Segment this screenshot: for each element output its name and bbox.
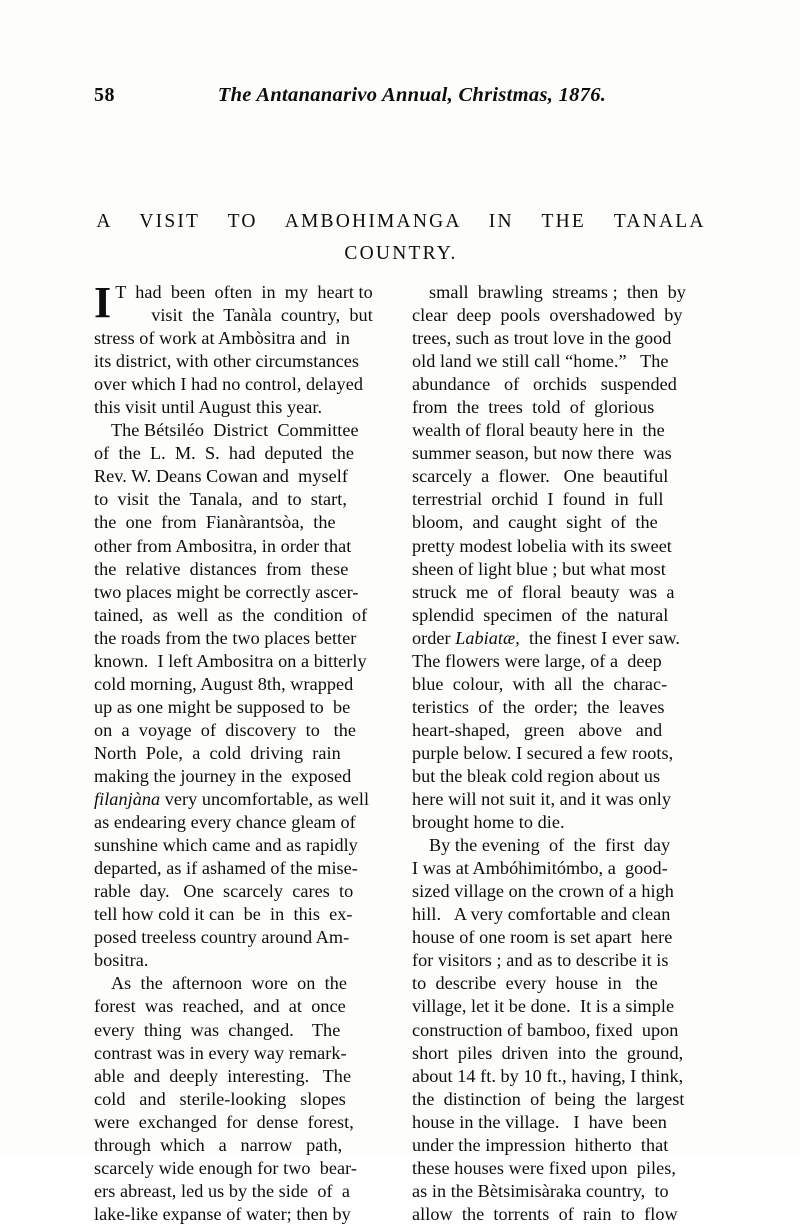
text-line: the relative distances from these: [94, 558, 349, 579]
text-line: for visitors ; and as to describe it is: [412, 950, 669, 971]
forest-paragraph: [94, 972, 390, 1226]
text-line: As the afternoon wore on the: [111, 973, 348, 994]
text-line: on a voyage of discovery to the: [94, 719, 357, 740]
text-line: departed, as if ashamed of the mise-: [94, 858, 358, 879]
text-line: to visit the Tanala, and to start,: [94, 489, 347, 510]
text-line: the roads from the two places better: [94, 627, 357, 648]
article-title-line-1: A VISIT TO AMBOHIMANGA IN THE TANALA: [96, 211, 706, 232]
text-line: By the evening of the first day: [429, 835, 671, 856]
text-line: Rev. W. Deans Cowan and myself: [94, 466, 348, 487]
text-line: through which a narrow path,: [94, 1134, 343, 1155]
text-line: old land we still call “home.” The: [412, 351, 669, 372]
text-line: struck me of floral beauty was a: [412, 581, 675, 602]
text-line: known. I left Ambositra on a bitterly: [94, 650, 367, 671]
text-line: summer season, but now there was: [412, 443, 672, 464]
text-line: rable day. One scarcely cares to: [94, 881, 354, 902]
text-line: teristics of the order; the leaves: [412, 696, 665, 717]
text-line: able and deeply interesting. The: [94, 1065, 352, 1086]
text-line: stress of work at Ambòsitra and in: [94, 328, 350, 349]
text-line: blue colour, with all the charac-: [412, 673, 668, 694]
text-line: sheen of light blue ; but what most: [412, 558, 666, 579]
text-line: posed treeless country around Am-: [94, 927, 350, 948]
text-line: The Bétsiléo District Committee: [111, 420, 359, 441]
text-line: to describe every house in the: [412, 973, 658, 994]
text-line: under the impression hitherto that: [412, 1134, 669, 1155]
article-title-line-2: COUNTRY.: [344, 243, 458, 264]
text-line: from the trees told of glorious: [412, 397, 655, 418]
text-line: purple below. I secured a few roots,: [412, 742, 674, 763]
text-line: every thing was changed. The: [94, 1019, 341, 1040]
drop-cap-initial: I: [94, 278, 112, 327]
text-line: forest was reached, and at once: [94, 996, 346, 1017]
text-line: small brawling streams ; then by: [429, 282, 686, 302]
left-text-column: [94, 278, 390, 1226]
text-line: bloom, and caught sight of the: [412, 512, 658, 533]
text-line: allow the torrents of rain to flow: [412, 1203, 678, 1224]
article-title: [94, 206, 708, 270]
text-line: brought home to die.: [412, 812, 565, 833]
text-line: lake-like expanse of water; then by: [94, 1203, 351, 1224]
text-line: hill. A very comfortable and clean: [412, 904, 671, 925]
text-line: cold and sterile-looking slopes: [94, 1088, 346, 1109]
text-line: the distinction of being the largest: [412, 1088, 685, 1109]
text-line: filanjàna very uncomfortable, as well: [94, 789, 370, 810]
orchid-paragraph: [412, 281, 708, 834]
text-line: North Pole, a cold driving rain: [94, 742, 341, 763]
text-line: sized village on the crown of a high: [412, 881, 674, 902]
text-line: cold morning, August 8th, wrapped: [94, 673, 354, 694]
text-line: house of one room is set apart here: [412, 927, 673, 948]
text-line: but the bleak cold region about us: [412, 765, 661, 786]
text-line: terrestrial orchid I found in full: [412, 489, 664, 510]
text-line: over which I had no control, delayed: [94, 374, 363, 395]
text-line: these houses were fixed upon piles,: [412, 1157, 676, 1178]
text-line: other from Ambositra, in order that: [94, 535, 352, 556]
running-head: [94, 84, 708, 110]
running-head-title: The Antananarivo Annual, Christmas, 1876.: [217, 84, 607, 106]
text-line: The flowers were large, of a deep: [412, 650, 662, 671]
text-line: trees, such as trout love in the good: [412, 328, 672, 349]
text-line: short piles driven into the ground,: [412, 1042, 684, 1063]
text-line: as in the Bètsimisàraka country, to: [412, 1180, 669, 1201]
text-line: ers abreast, led us by the side of a: [94, 1180, 350, 1201]
text-line: were exchanged for dense forest,: [94, 1111, 354, 1132]
text-line: here will not suit it, and it was only: [412, 789, 672, 810]
text-line: splendid specimen of the natural: [412, 604, 669, 625]
text-line: of the L. M. S. had deputed the: [94, 443, 355, 464]
text-line: sunshine which came and as rapidly: [94, 835, 358, 856]
text-line: two places might be correctly ascer-: [94, 581, 359, 602]
text-line: about 14 ft. by 10 ft., having, I think,: [412, 1065, 684, 1086]
text-line: making the journey in the exposed: [94, 765, 352, 786]
italic-term: Labiatæ: [455, 627, 516, 648]
text-line: visit the Tanàla country, but: [151, 305, 373, 326]
text-line: tell how cold it can be in this ex-: [94, 904, 353, 925]
text-line: its district, with other circumstances: [94, 351, 360, 372]
text-line: clear deep pools overshadowed by: [412, 305, 683, 326]
text-line: village, let it be done. It is a simple: [412, 996, 675, 1017]
text-line: heart-shaped, green above and: [412, 719, 663, 740]
text-line: contrast was in every way remark-: [94, 1042, 347, 1063]
text-line: up as one might be supposed to be: [94, 696, 351, 717]
text-line: construction of bamboo, fixed upon: [412, 1019, 679, 1040]
text-line: wealth of floral beauty here in the: [412, 420, 665, 441]
text-line: house in the village. I have been: [412, 1111, 667, 1132]
text-line: the one from Fianàrantsòa, the: [94, 512, 336, 533]
text-line: pretty modest lobelia with its sweet: [412, 535, 672, 556]
text-line: I T had been often in my heart to: [94, 278, 373, 327]
opening-paragraph: [94, 278, 390, 419]
text-line: I was at Ambóhimitómbo, a good-: [412, 858, 668, 879]
text-line: as endearing every chance gleam of: [94, 812, 356, 833]
text-line: bositra.: [94, 950, 149, 971]
text-line: this visit until August this year.: [94, 397, 323, 418]
text-line: scarcely wide enough for two bear-: [94, 1157, 357, 1178]
text-line: scarcely a flower. One beautiful: [412, 466, 669, 487]
text-line: tained, as well as the condition of: [94, 604, 368, 625]
page-folio-number: 58: [94, 84, 115, 106]
village-paragraph: [412, 834, 708, 1226]
right-text-column: [412, 281, 708, 1226]
italic-term: filanjàna: [94, 789, 161, 810]
text-line: order Labiatæ, the finest I ever saw.: [412, 627, 680, 648]
committee-paragraph: [94, 419, 390, 972]
text-line: abundance of orchids suspended: [412, 374, 677, 395]
